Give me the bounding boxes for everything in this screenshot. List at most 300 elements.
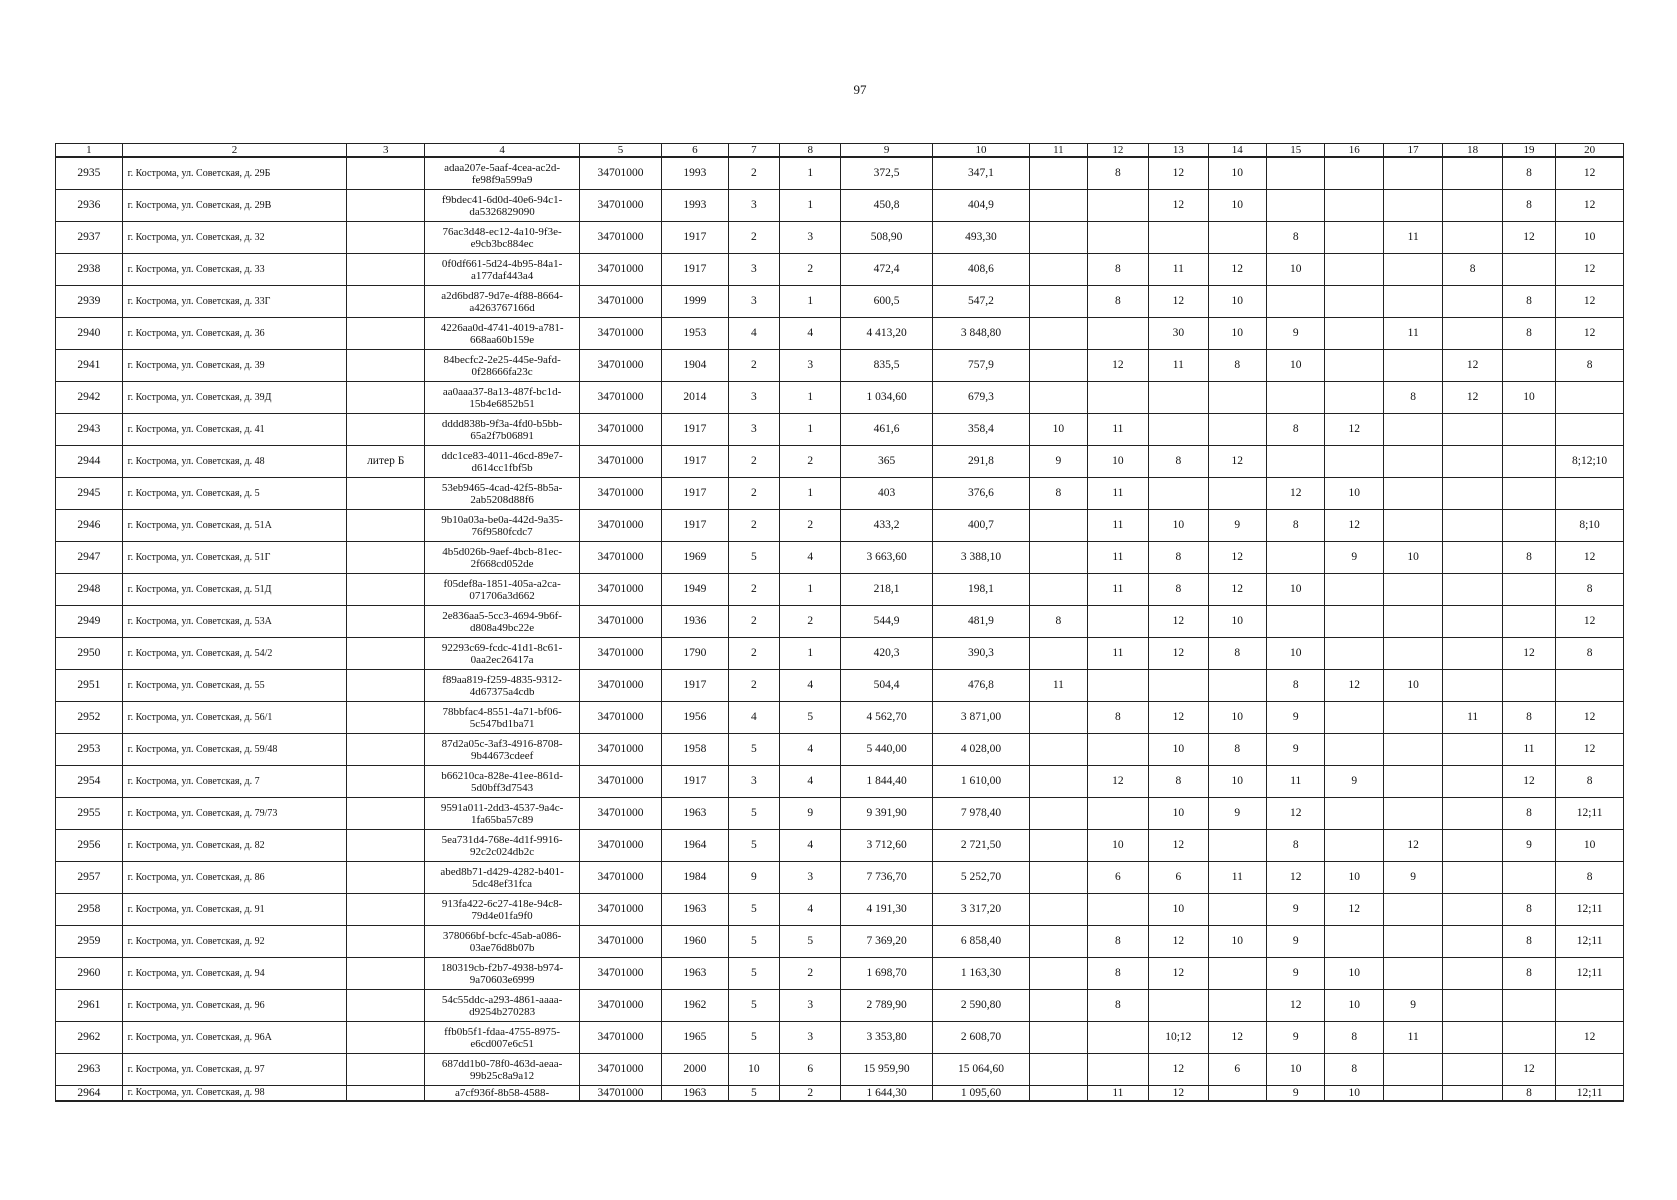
column-header-14: 14 bbox=[1208, 144, 1266, 158]
table-cell-col-16 bbox=[1325, 350, 1383, 382]
table-cell-col-7: 5 bbox=[728, 990, 779, 1022]
table-row bbox=[56, 830, 1624, 862]
table-cell-col-4: ddc1ce83-4011-46cd-89e7-d614cc1fbf5b bbox=[425, 446, 580, 478]
table-cell-col-16: 9 bbox=[1325, 766, 1383, 798]
table-cell-col-6: 1964 bbox=[662, 830, 729, 862]
table-cell-col-17 bbox=[1383, 286, 1442, 318]
table-cell-col-6: 1960 bbox=[662, 926, 729, 958]
table-cell-col-15: 9 bbox=[1267, 926, 1325, 958]
table-cell-col-4: 5ea731d4-768e-4d1f-9916-92c2c024db2c bbox=[425, 830, 580, 862]
table-cell-col-13: 8 bbox=[1149, 542, 1208, 574]
table-cell-col-4: 53eb9465-4cad-42f5-8b5a-2ab5208d88f6 bbox=[425, 478, 580, 510]
table-cell-col-15 bbox=[1267, 382, 1325, 414]
table-cell-col-10: 3 388,10 bbox=[932, 542, 1029, 574]
table-cell-col-9: 1 698,70 bbox=[841, 958, 932, 990]
table-cell-col-9: 15 959,90 bbox=[841, 1054, 932, 1086]
table-cell-col-3 bbox=[347, 286, 425, 318]
table-cell-col-17: 11 bbox=[1383, 222, 1442, 254]
table-cell-col-18 bbox=[1443, 670, 1502, 702]
table-cell-col-2: г. Кострома, ул. Советская, д. 39 bbox=[122, 350, 347, 382]
page-number: 97 bbox=[853, 82, 867, 97]
table-cell-col-20: 12 bbox=[1556, 1022, 1624, 1054]
table-cell-col-9: 3 712,60 bbox=[841, 830, 932, 862]
table-row bbox=[56, 1086, 1624, 1102]
table-cell-col-15: 10 bbox=[1267, 254, 1325, 286]
table-cell-col-14 bbox=[1208, 414, 1266, 446]
table-row bbox=[56, 542, 1624, 574]
table-row bbox=[56, 157, 1624, 190]
table-cell-col-4: aa0aaa37-8a13-487f-bc1d-15b4e6852b51 bbox=[425, 382, 580, 414]
table-cell-col-2: г. Кострома, ул. Советская, д. 5 bbox=[122, 478, 347, 510]
table-cell-col-10: 347,1 bbox=[932, 157, 1029, 190]
table-cell-col-11 bbox=[1030, 862, 1087, 894]
table-cell-col-12: 8 bbox=[1087, 157, 1149, 190]
table-cell-col-2: г. Кострома, ул. Советская, д. 59/48 bbox=[122, 734, 347, 766]
table-cell-col-1: 2958 bbox=[56, 894, 123, 926]
table-cell-col-17: 11 bbox=[1383, 1022, 1442, 1054]
table-cell-col-18 bbox=[1443, 1054, 1502, 1086]
table-cell-col-1: 2951 bbox=[56, 670, 123, 702]
table-cell-col-17: 11 bbox=[1383, 318, 1442, 350]
table-cell-col-18 bbox=[1443, 862, 1502, 894]
table-cell-col-14 bbox=[1208, 382, 1266, 414]
table-cell-col-10: 5 252,70 bbox=[932, 862, 1029, 894]
table-cell-col-10: 1 610,00 bbox=[932, 766, 1029, 798]
table-cell-col-8: 1 bbox=[779, 157, 841, 190]
table-cell-col-16 bbox=[1325, 222, 1383, 254]
table-cell-col-13: 12 bbox=[1149, 702, 1208, 734]
table-cell-col-17 bbox=[1383, 638, 1442, 670]
table-cell-col-14: 6 bbox=[1208, 1054, 1266, 1086]
table-cell-col-20: 12 bbox=[1556, 606, 1624, 638]
table-cell-col-6: 1936 bbox=[662, 606, 729, 638]
table-cell-col-9: 3 663,60 bbox=[841, 542, 932, 574]
table-cell-col-1: 2937 bbox=[56, 222, 123, 254]
table-cell-col-20: 12;11 bbox=[1556, 1086, 1624, 1102]
table-cell-col-5: 34701000 bbox=[580, 350, 662, 382]
table-cell-col-4: b66210ca-828e-41ee-861d-5d0bff3d7543 bbox=[425, 766, 580, 798]
table-cell-col-11: 8 bbox=[1030, 478, 1087, 510]
table-cell-col-13 bbox=[1149, 222, 1208, 254]
table-cell-col-17 bbox=[1383, 606, 1442, 638]
table-cell-col-15: 9 bbox=[1267, 894, 1325, 926]
table-cell-col-12 bbox=[1087, 222, 1149, 254]
table-cell-col-17 bbox=[1383, 734, 1442, 766]
table-cell-col-5: 34701000 bbox=[580, 1054, 662, 1086]
table-cell-col-3 bbox=[347, 414, 425, 446]
table-cell-col-13: 8 bbox=[1149, 766, 1208, 798]
table-cell-col-6: 1963 bbox=[662, 798, 729, 830]
table-cell-col-13 bbox=[1149, 382, 1208, 414]
table-cell-col-16 bbox=[1325, 190, 1383, 222]
table-cell-col-10: 408,6 bbox=[932, 254, 1029, 286]
table-cell-col-12: 8 bbox=[1087, 254, 1149, 286]
table-cell-col-8: 2 bbox=[779, 254, 841, 286]
table-cell-col-6: 1962 bbox=[662, 990, 729, 1022]
table-row bbox=[56, 414, 1624, 446]
column-header-3: 3 bbox=[347, 144, 425, 158]
table-cell-col-7: 2 bbox=[728, 446, 779, 478]
table-cell-col-7: 5 bbox=[728, 926, 779, 958]
table-cell-col-15: 9 bbox=[1267, 734, 1325, 766]
table-cell-col-12: 11 bbox=[1087, 510, 1149, 542]
table-cell-col-9: 4 191,30 bbox=[841, 894, 932, 926]
table-cell-col-18 bbox=[1443, 190, 1502, 222]
table-cell-col-11 bbox=[1030, 286, 1087, 318]
table-cell-col-18 bbox=[1443, 222, 1502, 254]
column-header-11: 11 bbox=[1030, 144, 1087, 158]
table-cell-col-8: 9 bbox=[779, 798, 841, 830]
table-cell-col-5: 34701000 bbox=[580, 254, 662, 286]
table-cell-col-5: 34701000 bbox=[580, 638, 662, 670]
table-cell-col-19 bbox=[1502, 990, 1555, 1022]
table-cell-col-19 bbox=[1502, 862, 1555, 894]
table-cell-col-3 bbox=[347, 190, 425, 222]
table-cell-col-10: 358,4 bbox=[932, 414, 1029, 446]
table-cell-col-9: 450,8 bbox=[841, 190, 932, 222]
table-cell-col-12 bbox=[1087, 1022, 1149, 1054]
table-cell-col-12: 11 bbox=[1087, 542, 1149, 574]
table-cell-col-4: 87d2a05c-3af3-4916-8708-9b44673cdeef bbox=[425, 734, 580, 766]
table-cell-col-3 bbox=[347, 990, 425, 1022]
table-cell-col-11 bbox=[1030, 542, 1087, 574]
table-cell-col-13 bbox=[1149, 414, 1208, 446]
table-cell-col-4: 687dd1b0-78f0-463d-aeaa-99b25c8a9a12 bbox=[425, 1054, 580, 1086]
table-cell-col-2: г. Кострома, ул. Советская, д. 79/73 bbox=[122, 798, 347, 830]
table-cell-col-18 bbox=[1443, 510, 1502, 542]
table-cell-col-8: 5 bbox=[779, 926, 841, 958]
table-cell-col-13: 12 bbox=[1149, 1054, 1208, 1086]
table-row bbox=[56, 350, 1624, 382]
table-cell-col-7: 3 bbox=[728, 382, 779, 414]
table-cell-col-20: 12 bbox=[1556, 286, 1624, 318]
table-cell-col-9: 7 369,20 bbox=[841, 926, 932, 958]
table-row bbox=[56, 478, 1624, 510]
table-cell-col-5: 34701000 bbox=[580, 862, 662, 894]
table-cell-col-4: abed8b71-d429-4282-b401-5dc48ef31fca bbox=[425, 862, 580, 894]
table-cell-col-4: 4226aa0d-4741-4019-a781-668aa60b159e bbox=[425, 318, 580, 350]
table-cell-col-17: 10 bbox=[1383, 670, 1442, 702]
table-cell-col-1: 2936 bbox=[56, 190, 123, 222]
table-cell-col-6: 1904 bbox=[662, 350, 729, 382]
table-cell-col-4: 92293c69-fcdc-41d1-8c61-0aa2ec26417a bbox=[425, 638, 580, 670]
table-header bbox=[56, 144, 1624, 158]
table-cell-col-13: 12 bbox=[1149, 830, 1208, 862]
table-cell-col-9: 5 440,00 bbox=[841, 734, 932, 766]
table-cell-col-1: 2941 bbox=[56, 350, 123, 382]
table-cell-col-10: 547,2 bbox=[932, 286, 1029, 318]
table-cell-col-9: 9 391,90 bbox=[841, 798, 932, 830]
table-cell-col-4: dddd838b-9f3a-4fd0-b5bb-65a2f7b06891 bbox=[425, 414, 580, 446]
table-cell-col-5: 34701000 bbox=[580, 926, 662, 958]
table-cell-col-16: 10 bbox=[1325, 478, 1383, 510]
table-cell-col-14: 10 bbox=[1208, 926, 1266, 958]
table-cell-col-8: 4 bbox=[779, 766, 841, 798]
table-cell-col-14: 10 bbox=[1208, 286, 1266, 318]
table-cell-col-17 bbox=[1383, 926, 1442, 958]
table-cell-col-16 bbox=[1325, 702, 1383, 734]
table-cell-col-3 bbox=[347, 1022, 425, 1054]
table-cell-col-5: 34701000 bbox=[580, 510, 662, 542]
table-cell-col-1: 2957 bbox=[56, 862, 123, 894]
table-cell-col-7: 3 bbox=[728, 414, 779, 446]
table-cell-col-16: 12 bbox=[1325, 894, 1383, 926]
table-cell-col-13: 12 bbox=[1149, 606, 1208, 638]
table-cell-col-3 bbox=[347, 766, 425, 798]
table-cell-col-5: 34701000 bbox=[580, 318, 662, 350]
table-cell-col-2: г. Кострома, ул. Советская, д. 92 bbox=[122, 926, 347, 958]
table-cell-col-15: 8 bbox=[1267, 670, 1325, 702]
table-row bbox=[56, 958, 1624, 990]
column-header-8: 8 bbox=[779, 144, 841, 158]
table-cell-col-20: 12 bbox=[1556, 702, 1624, 734]
table-cell-col-4: 78bbfac4-8551-4a71-bf06-5c547bd1ba71 bbox=[425, 702, 580, 734]
table-cell-col-7: 2 bbox=[728, 157, 779, 190]
table-cell-col-20: 12 bbox=[1556, 734, 1624, 766]
table-cell-col-5: 34701000 bbox=[580, 446, 662, 478]
table-cell-col-15 bbox=[1267, 446, 1325, 478]
table-cell-col-2: г. Кострома, ул. Советская, д. 29В bbox=[122, 190, 347, 222]
table-cell-col-18 bbox=[1443, 926, 1502, 958]
table-cell-col-18 bbox=[1443, 798, 1502, 830]
table-cell-col-14 bbox=[1208, 958, 1266, 990]
table-cell-col-9: 433,2 bbox=[841, 510, 932, 542]
table-cell-col-13: 11 bbox=[1149, 350, 1208, 382]
table-cell-col-17 bbox=[1383, 702, 1442, 734]
table-cell-col-8: 3 bbox=[779, 222, 841, 254]
table-cell-col-19: 12 bbox=[1502, 222, 1555, 254]
table-cell-col-20 bbox=[1556, 414, 1624, 446]
table-cell-col-6: 1953 bbox=[662, 318, 729, 350]
table-cell-col-13: 12 bbox=[1149, 1086, 1208, 1102]
table-cell-col-6: 1917 bbox=[662, 254, 729, 286]
table-cell-col-14: 12 bbox=[1208, 1022, 1266, 1054]
table-cell-col-9: 1 034,60 bbox=[841, 382, 932, 414]
table-cell-col-11 bbox=[1030, 734, 1087, 766]
table-cell-col-15: 8 bbox=[1267, 222, 1325, 254]
table-cell-col-1: 2960 bbox=[56, 958, 123, 990]
table-cell-col-19: 8 bbox=[1502, 190, 1555, 222]
table-cell-col-7: 2 bbox=[728, 350, 779, 382]
table-cell-col-18 bbox=[1443, 958, 1502, 990]
table-cell-col-1: 2953 bbox=[56, 734, 123, 766]
table-cell-col-8: 4 bbox=[779, 894, 841, 926]
table-cell-col-8: 2 bbox=[779, 446, 841, 478]
table-cell-col-20 bbox=[1556, 478, 1624, 510]
table-cell-col-9: 544,9 bbox=[841, 606, 932, 638]
column-header-6: 6 bbox=[662, 144, 729, 158]
table-cell-col-17 bbox=[1383, 414, 1442, 446]
table-cell-col-7: 2 bbox=[728, 606, 779, 638]
table-cell-col-18 bbox=[1443, 446, 1502, 478]
table-cell-col-11 bbox=[1030, 318, 1087, 350]
table-cell-col-16 bbox=[1325, 798, 1383, 830]
table-cell-col-12: 11 bbox=[1087, 638, 1149, 670]
table-cell-col-4: 54c55ddc-a293-4861-aaaa-d9254b270283 bbox=[425, 990, 580, 1022]
column-header-7: 7 bbox=[728, 144, 779, 158]
table-cell-col-5: 34701000 bbox=[580, 414, 662, 446]
table-cell-col-1: 2943 bbox=[56, 414, 123, 446]
table-cell-col-2: г. Кострома, ул. Советская, д. 29Б bbox=[122, 157, 347, 190]
table-cell-col-12: 8 bbox=[1087, 926, 1149, 958]
table-cell-col-16 bbox=[1325, 446, 1383, 478]
table-cell-col-11 bbox=[1030, 1054, 1087, 1086]
column-header-1: 1 bbox=[56, 144, 123, 158]
table-cell-col-3 bbox=[347, 638, 425, 670]
table-cell-col-17 bbox=[1383, 190, 1442, 222]
table-cell-col-11 bbox=[1030, 382, 1087, 414]
table-cell-col-1: 2935 bbox=[56, 157, 123, 190]
table-cell-col-6: 1917 bbox=[662, 478, 729, 510]
table-cell-col-4: f9bdec41-6d0d-40e6-94c1-da5326829090 bbox=[425, 190, 580, 222]
table-cell-col-4: 9b10a03a-be0a-442d-9a35-76f9580fcdc7 bbox=[425, 510, 580, 542]
table-cell-col-10: 390,3 bbox=[932, 638, 1029, 670]
table-cell-col-16: 10 bbox=[1325, 958, 1383, 990]
table-cell-col-1: 2954 bbox=[56, 766, 123, 798]
table-cell-col-14 bbox=[1208, 670, 1266, 702]
table-cell-col-9: 504,4 bbox=[841, 670, 932, 702]
table-cell-col-18 bbox=[1443, 286, 1502, 318]
table-cell-col-2: г. Кострома, ул. Советская, д. 96А bbox=[122, 1022, 347, 1054]
table-cell-col-17 bbox=[1383, 350, 1442, 382]
table-cell-col-3: литер Б bbox=[347, 446, 425, 478]
table-cell-col-1: 2948 bbox=[56, 574, 123, 606]
table-cell-col-12: 12 bbox=[1087, 766, 1149, 798]
table-cell-col-2: г. Кострома, ул. Советская, д. 39Д bbox=[122, 382, 347, 414]
table-cell-col-15: 9 bbox=[1267, 1086, 1325, 1102]
column-header-4: 4 bbox=[425, 144, 580, 158]
table-cell-col-15: 9 bbox=[1267, 702, 1325, 734]
table-cell-col-17: 8 bbox=[1383, 382, 1442, 414]
table-cell-col-5: 34701000 bbox=[580, 382, 662, 414]
table-cell-col-6: 1969 bbox=[662, 542, 729, 574]
table-cell-col-1: 2952 bbox=[56, 702, 123, 734]
table-cell-col-11 bbox=[1030, 510, 1087, 542]
table-row bbox=[56, 670, 1624, 702]
table-cell-col-15: 12 bbox=[1267, 478, 1325, 510]
table-cell-col-8: 3 bbox=[779, 862, 841, 894]
column-header-12: 12 bbox=[1087, 144, 1149, 158]
table-cell-col-12 bbox=[1087, 318, 1149, 350]
table-cell-col-8: 1 bbox=[779, 382, 841, 414]
table-cell-col-1: 2964 bbox=[56, 1086, 123, 1102]
table-row bbox=[56, 318, 1624, 350]
table-cell-col-19: 8 bbox=[1502, 318, 1555, 350]
table-row bbox=[56, 638, 1624, 670]
table-cell-col-17 bbox=[1383, 958, 1442, 990]
table-cell-col-1: 2945 bbox=[56, 478, 123, 510]
table-cell-col-5: 34701000 bbox=[580, 1022, 662, 1054]
table-cell-col-9: 4 562,70 bbox=[841, 702, 932, 734]
table-cell-col-8: 3 bbox=[779, 350, 841, 382]
table-cell-col-5: 34701000 bbox=[580, 478, 662, 510]
table-cell-col-14: 11 bbox=[1208, 862, 1266, 894]
table-cell-col-9: 218,1 bbox=[841, 574, 932, 606]
table-cell-col-11 bbox=[1030, 798, 1087, 830]
table-cell-col-2: г. Кострома, ул. Советская, д. 56/1 bbox=[122, 702, 347, 734]
table-cell-col-7: 5 bbox=[728, 894, 779, 926]
table-cell-col-3 bbox=[347, 798, 425, 830]
table-row bbox=[56, 286, 1624, 318]
table-cell-col-7: 3 bbox=[728, 190, 779, 222]
table-cell-col-4: 2e836aa5-5cc3-4694-9b6f-d808a49bc22e bbox=[425, 606, 580, 638]
table-cell-col-19: 10 bbox=[1502, 382, 1555, 414]
table-cell-col-9: 835,5 bbox=[841, 350, 932, 382]
table-cell-col-10: 198,1 bbox=[932, 574, 1029, 606]
table-cell-col-7: 2 bbox=[728, 638, 779, 670]
table-cell-col-3 bbox=[347, 958, 425, 990]
table-cell-col-18 bbox=[1443, 414, 1502, 446]
table-cell-col-12: 8 bbox=[1087, 958, 1149, 990]
table-cell-col-6: 1984 bbox=[662, 862, 729, 894]
table-cell-col-3 bbox=[347, 1054, 425, 1086]
table-cell-col-9: 372,5 bbox=[841, 157, 932, 190]
table-cell-col-17 bbox=[1383, 894, 1442, 926]
table-cell-col-13: 8 bbox=[1149, 574, 1208, 606]
table-cell-col-1: 2947 bbox=[56, 542, 123, 574]
table-cell-col-6: 2000 bbox=[662, 1054, 729, 1086]
table-cell-col-8: 3 bbox=[779, 990, 841, 1022]
table-cell-col-7: 2 bbox=[728, 222, 779, 254]
table-cell-col-16: 10 bbox=[1325, 1086, 1383, 1102]
table-cell-col-16 bbox=[1325, 382, 1383, 414]
table-cell-col-20 bbox=[1556, 990, 1624, 1022]
table-cell-col-4: f89aa819-f259-4835-9312-4d67375a4cdb bbox=[425, 670, 580, 702]
table-row bbox=[56, 254, 1624, 286]
table-row bbox=[56, 222, 1624, 254]
table-cell-col-14: 12 bbox=[1208, 254, 1266, 286]
table-cell-col-13: 10;12 bbox=[1149, 1022, 1208, 1054]
table-cell-col-14: 9 bbox=[1208, 510, 1266, 542]
table-cell-col-8: 5 bbox=[779, 702, 841, 734]
table-cell-col-2: г. Кострома, ул. Советская, д. 41 bbox=[122, 414, 347, 446]
table-cell-col-12 bbox=[1087, 190, 1149, 222]
table-cell-col-2: г. Кострома, ул. Советская, д. 82 bbox=[122, 830, 347, 862]
table-cell-col-19 bbox=[1502, 670, 1555, 702]
table-cell-col-19 bbox=[1502, 574, 1555, 606]
column-header-10: 10 bbox=[932, 144, 1029, 158]
table-cell-col-5: 34701000 bbox=[580, 734, 662, 766]
table-cell-col-3 bbox=[347, 734, 425, 766]
table-cell-col-6: 1963 bbox=[662, 958, 729, 990]
table-cell-col-2: г. Кострома, ул. Советская, д. 55 bbox=[122, 670, 347, 702]
table-cell-col-13: 12 bbox=[1149, 190, 1208, 222]
table-cell-col-11 bbox=[1030, 157, 1087, 190]
table-cell-col-8: 2 bbox=[779, 958, 841, 990]
table-cell-col-13: 10 bbox=[1149, 798, 1208, 830]
table-cell-col-9: 1 844,40 bbox=[841, 766, 932, 798]
table-cell-col-4: 378066bf-bcfc-45ab-a086-03ae76d8b07b bbox=[425, 926, 580, 958]
table-cell-col-10: 7 978,40 bbox=[932, 798, 1029, 830]
table-cell-col-3 bbox=[347, 382, 425, 414]
table-cell-col-9: 508,90 bbox=[841, 222, 932, 254]
table-cell-col-14 bbox=[1208, 990, 1266, 1022]
table-cell-col-7: 9 bbox=[728, 862, 779, 894]
table-cell-col-9: 4 413,20 bbox=[841, 318, 932, 350]
table-cell-col-10: 376,6 bbox=[932, 478, 1029, 510]
table-cell-col-4: 76ac3d48-ec12-4a10-9f3e-e9cb3bc884ec bbox=[425, 222, 580, 254]
table-cell-col-3 bbox=[347, 318, 425, 350]
table-cell-col-5: 34701000 bbox=[580, 990, 662, 1022]
table-cell-col-5: 34701000 bbox=[580, 574, 662, 606]
table-row bbox=[56, 926, 1624, 958]
table-cell-col-18 bbox=[1443, 157, 1502, 190]
table-cell-col-17 bbox=[1383, 254, 1442, 286]
table-cell-col-11 bbox=[1030, 830, 1087, 862]
table-cell-col-14: 10 bbox=[1208, 318, 1266, 350]
table-cell-col-13 bbox=[1149, 670, 1208, 702]
table-cell-col-11 bbox=[1030, 894, 1087, 926]
